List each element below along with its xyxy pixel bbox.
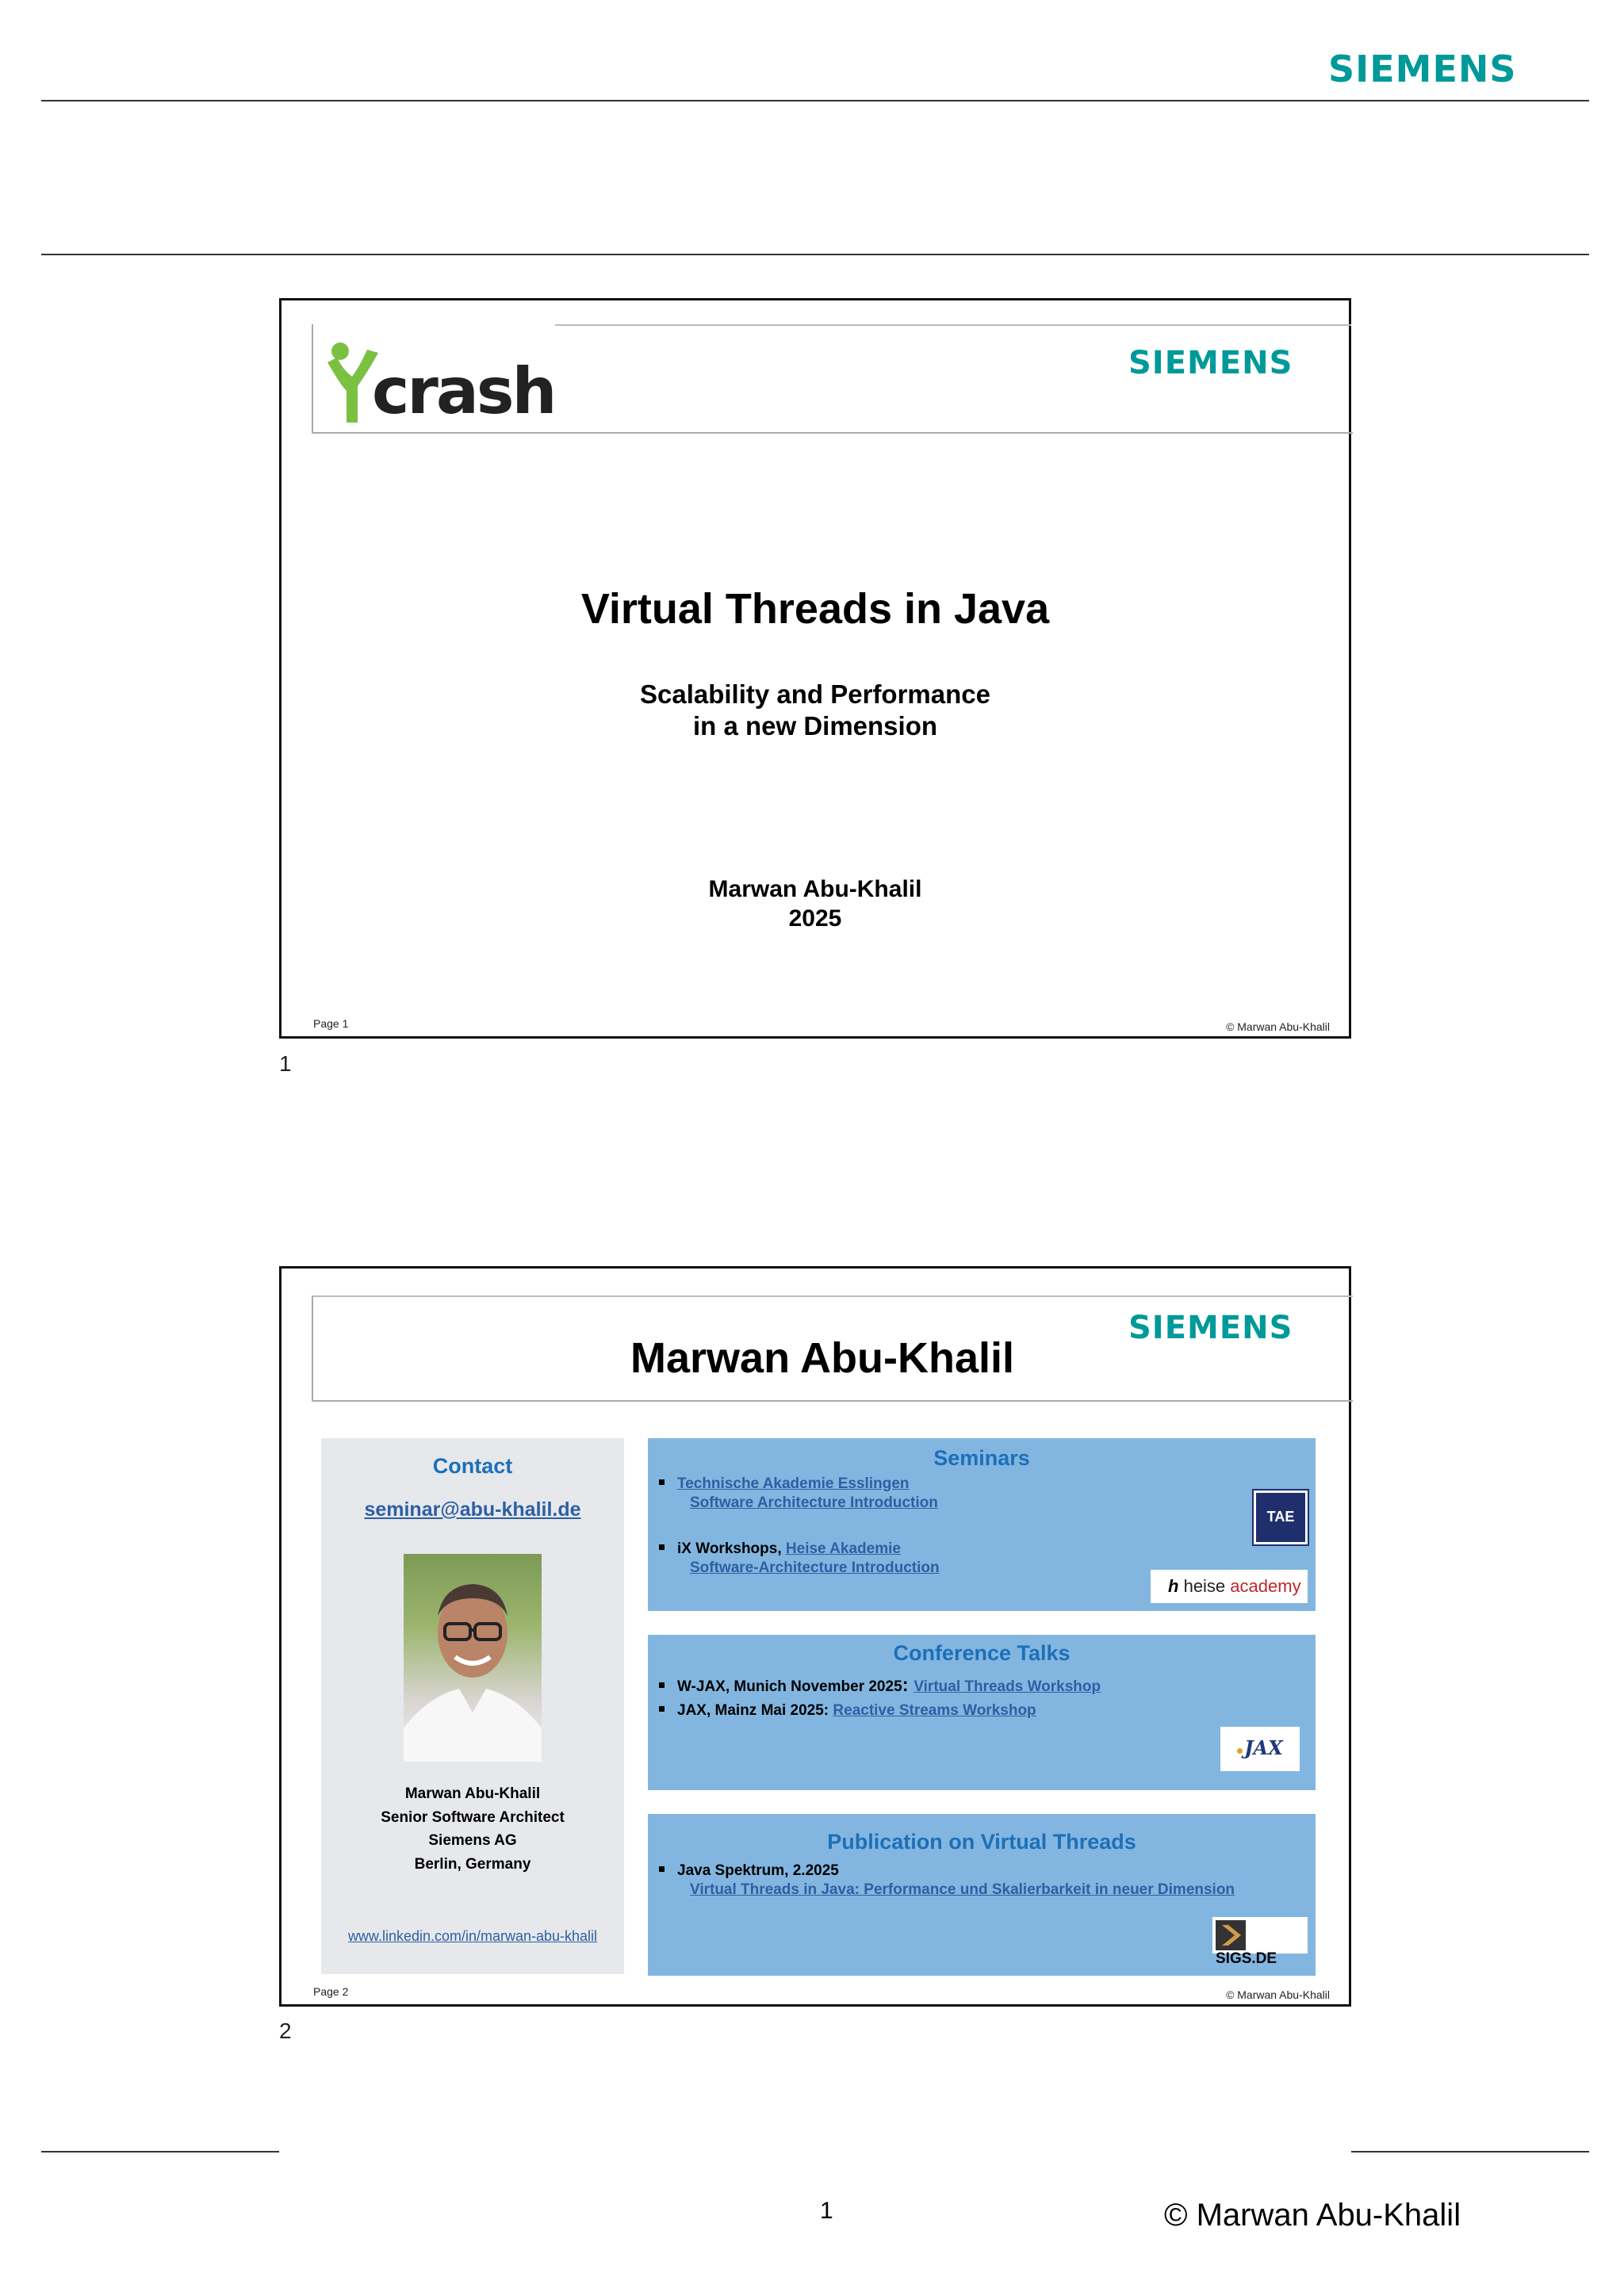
seminars-heading: Seminars <box>933 1446 1030 1470</box>
contact-email-link[interactable]: seminar@abu-khalil.de <box>364 1498 581 1521</box>
jax-label: JAX, Mainz Mai 2025: <box>677 1702 833 1719</box>
heise-course-link[interactable]: Software-Architecture Introduction <box>690 1559 940 1576</box>
slide1-subtitle-line2: in a new Dimension <box>692 711 938 740</box>
slide1-copyright: © Marwan Abu-Khalil <box>1226 1020 1330 1033</box>
header-rule <box>41 100 1589 101</box>
seminar-item-1 <box>659 1475 938 1513</box>
footer-copyright: © Marwan Abu-Khalil <box>1164 2198 1461 2233</box>
contact-role: Senior Software Architect <box>381 1809 565 1826</box>
tae-logo-text: TAE <box>1266 1509 1295 1525</box>
author-portrait <box>404 1554 542 1762</box>
contact-company: Siemens AG <box>428 1832 517 1849</box>
slide1-siemens-logo: SIEMENS <box>1128 345 1293 381</box>
conference-talks-heading: Conference Talks <box>893 1641 1071 1665</box>
heise-akademie-link[interactable]: Heise Akademie <box>785 1540 901 1557</box>
slide1-subtitle-line1: Scalability and Performance <box>639 679 990 709</box>
slide1-page-label: Page 1 <box>313 1017 349 1030</box>
heise-logo-suffix: academy <box>1230 1576 1301 1596</box>
contact-location: Berlin, Germany <box>414 1856 531 1873</box>
publication-article-link[interactable]: Virtual Threads in Java: Performance und Skalierbarkeit in neuer Dimension <box>690 1881 1235 1898</box>
sigs-logo <box>1212 1917 1308 1967</box>
portrait-silhouette-icon <box>404 1554 542 1762</box>
slide1-author: Marwan Abu-Khalil <box>708 876 922 902</box>
talk-item-1 <box>659 1676 1101 1697</box>
wjax-label: W-JAX, Munich November 2025 <box>677 1678 902 1695</box>
slide-1-number: 1 <box>279 1051 292 1076</box>
bullet-square-icon <box>659 1866 665 1872</box>
slide2-title: Marwan Abu-Khalil <box>630 1334 1015 1382</box>
ix-workshops-label: iX Workshops, <box>677 1540 786 1557</box>
bullet-square-icon <box>659 1544 665 1550</box>
heise-h-icon: h <box>1168 1576 1179 1596</box>
bullet-square-icon <box>659 1479 665 1485</box>
ycrash-wordmark: crash <box>372 354 555 428</box>
tae-course-link[interactable]: Software Architecture Introduction <box>690 1494 938 1511</box>
sigs-logo-text: SIGS.DE <box>1216 1950 1277 1967</box>
java-spektrum-label: Java Spektrum, 2.2025 <box>677 1862 839 1879</box>
tae-logo <box>1254 1490 1308 1544</box>
header-rule-lower <box>41 254 1589 255</box>
slide2-page-label: Page 2 <box>313 1985 349 1998</box>
bullet-square-icon <box>659 1706 665 1712</box>
slide2-siemens-logo: SIEMENS <box>1128 1310 1293 1346</box>
sigs-chevron-icon <box>1216 1920 1246 1950</box>
wjax-colon: : <box>902 1674 914 1696</box>
slide-2 <box>279 1266 1351 2007</box>
header-siemens-logo: SIEMENS <box>1328 48 1517 90</box>
bullet-square-icon <box>659 1682 665 1688</box>
seminar-item-2 <box>659 1540 940 1578</box>
linkedin-link[interactable]: www.linkedin.com/in/marwan-abu-khalil <box>347 1928 598 1944</box>
publication-panel <box>648 1814 1316 1976</box>
footer-rule-left <box>41 2151 279 2152</box>
tae-link[interactable]: Technische Akademie Esslingen <box>677 1475 910 1492</box>
footer-page-number: 1 <box>820 2198 833 2224</box>
jax-logo-text: JAX <box>1244 1736 1283 1759</box>
heise-logo-prefix: heise <box>1183 1576 1226 1596</box>
slide1-title: Virtual Threads in Java <box>580 585 1050 633</box>
publication-item-1 <box>659 1862 1235 1900</box>
jax-logo <box>1220 1727 1300 1771</box>
talk-item-2 <box>659 1701 1036 1720</box>
contact-name: Marwan Abu-Khalil <box>404 1785 541 1802</box>
contact-heading: Contact <box>432 1454 513 1478</box>
jax-dot-icon <box>1237 1748 1243 1754</box>
virtual-threads-workshop-link[interactable]: Virtual Threads Workshop <box>914 1678 1101 1695</box>
slide1-year: 2025 <box>788 905 842 932</box>
footer-rule-right <box>1351 2151 1589 2152</box>
reactive-streams-workshop-link[interactable]: Reactive Streams Workshop <box>833 1702 1036 1719</box>
ycrash-logo <box>320 335 557 427</box>
slide1-header-topline <box>555 324 1351 326</box>
seminars-panel <box>648 1438 1316 1611</box>
slide2-copyright: © Marwan Abu-Khalil <box>1226 1988 1330 2001</box>
publication-heading: Publication on Virtual Threads <box>827 1830 1136 1854</box>
slide-1 <box>279 298 1351 1039</box>
conference-talks-panel <box>648 1635 1316 1790</box>
heise-academy-logo <box>1151 1570 1308 1603</box>
slide-2-number: 2 <box>279 2019 292 2043</box>
contact-panel <box>321 1438 624 1974</box>
